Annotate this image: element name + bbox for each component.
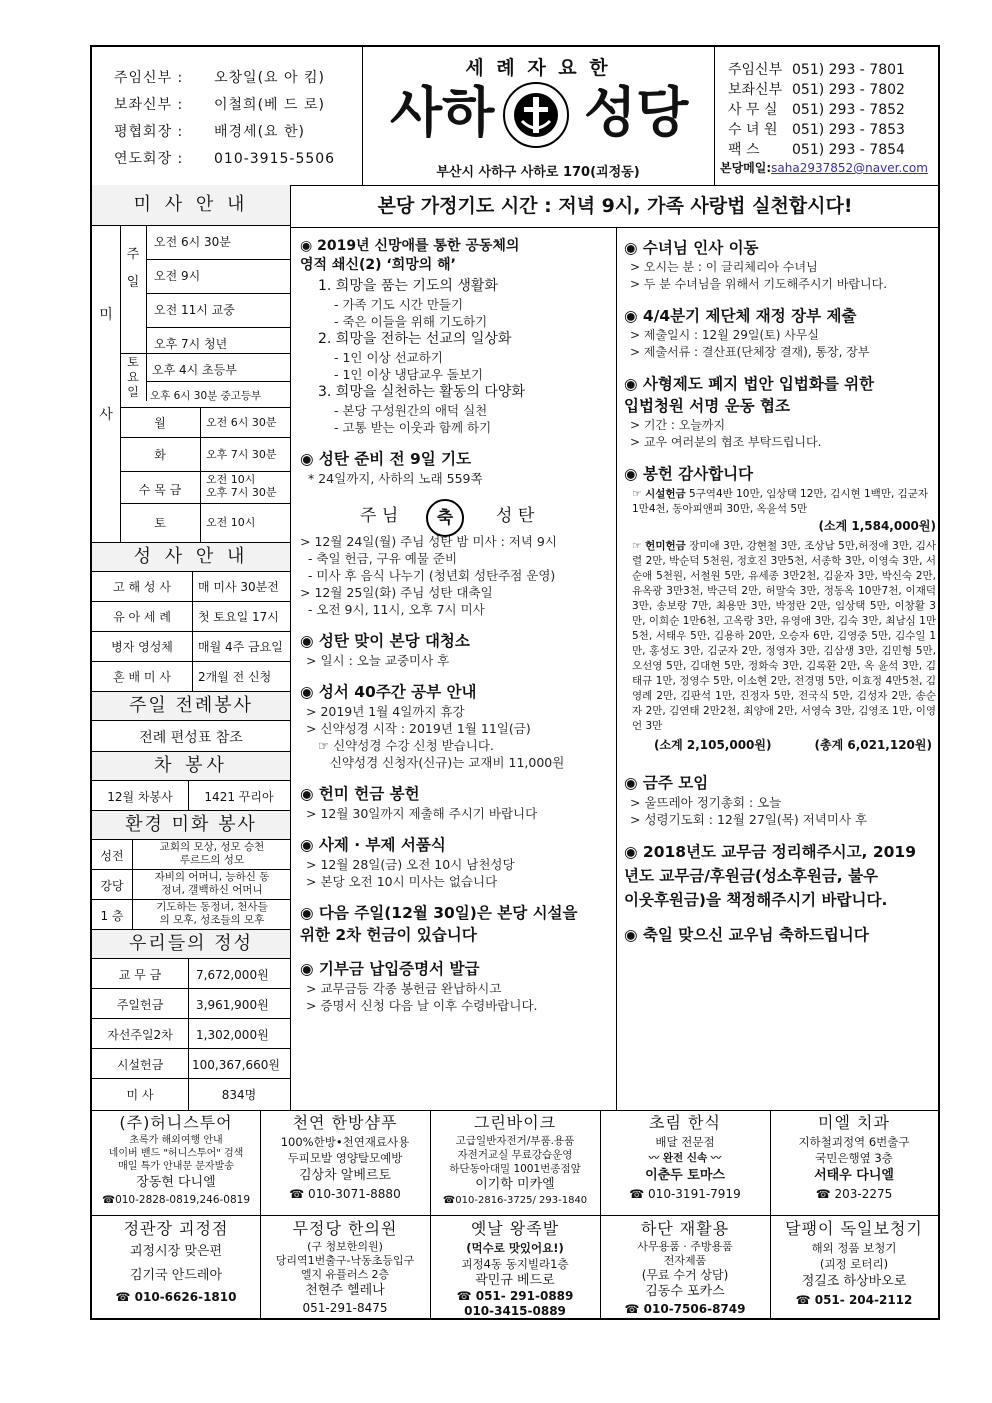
hope-plan — [300, 277, 612, 436]
email-link[interactable]: saha2937852@naver.com — [771, 161, 928, 175]
weekday-time: 오전 10시 오후 7시 30분 — [206, 473, 277, 499]
section-title: ◉ 2019년 신망애를 통한 공동체의 영적 쇄신(2) ‘희망의 해’ — [300, 238, 520, 273]
staff-info — [92, 47, 363, 185]
section-line: > 울뜨레아 정기총회 : 오늘 — [630, 795, 782, 810]
offering-amount: 3,961,900원 — [196, 998, 269, 1012]
offering-name: 미 사 — [126, 1088, 154, 1102]
section-title: ◉ 다음 주일(12월 30일)은 본당 시설을 위한 2차 헌금이 있습니다 — [300, 904, 578, 944]
liturgy-section-title: 주일 전례봉사 — [92, 692, 290, 720]
offering-amount: 1,302,000원 — [196, 1028, 269, 1042]
env-place: 성전 — [100, 849, 124, 863]
section-title: ◉ 성서 40주간 공부 안내 — [300, 683, 477, 701]
phone-row: 수 녀 원 051) 293 - 7853 — [728, 122, 905, 138]
section-line: ☞ 신약성경 수강 신청 받습니다. — [306, 738, 494, 753]
plan-sub: - 1인 이상 냉담교우 돌보기 — [334, 367, 484, 382]
section-title: ◉ 사형제도 폐지 법안 입법화를 위한 입법청원 서명 운동 협조 — [624, 375, 875, 415]
section-line: > 2019년 1월 4일까지 휴강 — [306, 704, 465, 719]
church-logo-icon — [502, 81, 570, 149]
ad-block — [600, 1112, 770, 1214]
sunday-time: 오전 9시 — [154, 269, 201, 283]
ad-line: (구 청보한의원) — [307, 1240, 383, 1253]
plan-sub: - 본당 구성원간의 애덕 실천 — [334, 403, 488, 418]
plan-heading: 2. 희망을 전하는 선교의 일상화 — [318, 331, 512, 347]
sacrament-value: 첫 토요일 17시 — [198, 610, 279, 624]
phone-row: 주임신부 051) 293 - 7801 — [728, 62, 905, 78]
ad-title: 그린바이크 — [473, 1113, 557, 1132]
ad-owner: 김기국 안드레아 — [129, 1268, 223, 1283]
env-groups: 자비의 어머니, 능하신 동 정녀, 갤백하신 어머니 — [154, 871, 270, 896]
ad-owner: 정길조 하상바오로 — [801, 1274, 907, 1289]
ad-line: 두피모발 영양탈모예방 — [287, 1151, 403, 1165]
masthead-title-right: 성당 — [584, 81, 689, 144]
offering-amount: 100,367,660원 — [192, 1058, 280, 1072]
env-groups: 교회의 모상, 성모 승천 루르드의 성모 — [159, 841, 265, 866]
weekday-label: 월 — [154, 416, 166, 430]
section-title: ◉ 금주 모임 — [624, 774, 709, 792]
section-line: > 제출서류 : 결산표(단체장 결재), 통장, 장부 — [630, 345, 870, 359]
ad-owner: 장동현 다니엘 — [136, 1175, 216, 1190]
ad-phone: 051-291-8475 — [302, 1301, 388, 1315]
ad-title: 무정당 한의원 — [292, 1219, 398, 1238]
christmas-heading-left: 주 님 — [360, 506, 399, 526]
ad-line: 엘지 유플러스 2층 — [300, 1268, 390, 1281]
ad-title: 달팽이 독일보청기 — [785, 1219, 923, 1238]
offering-name: 주일헌금 — [116, 998, 164, 1012]
ad-line: 자전거교실 무료강습운영 — [457, 1149, 573, 1161]
staff-row: 보좌신부 : 이철희(베 드 로) — [114, 97, 325, 113]
section-line: > 제출일시 : 12월 29일(토) 사무실 — [630, 328, 819, 342]
ad-block — [430, 1218, 600, 1318]
christmas-heading-right: 성 탄 — [496, 506, 535, 526]
ad-line: 초록가 해외여행 안내 — [129, 1135, 223, 1146]
grand-total: (총계 6,021,120원) — [814, 738, 932, 752]
section-title: ◉ 2018년도 교무금 정리해주시고, 2019 년도 교무금/후원금(성소후원금, 불우 이웃후원금)을 책정해주시기 바랍니다. — [624, 843, 916, 909]
phone-row: 팩 스 051) 293 - 7854 — [728, 142, 905, 158]
facility-label: ☞ 시설헌금 — [632, 488, 686, 500]
sacrament-name: 고 해 성 사 — [113, 580, 171, 594]
section-line: > 기간 : 오늘까지 — [630, 418, 726, 432]
christmas-line: > 12월 25일(화) 주님 성탄 대축일 — [300, 585, 493, 600]
christmas-line: - 미사 후 음식 나누기 (청년회 성탄주점 운영) — [300, 568, 556, 583]
ad-line: 당리역1번출구-낙동초등입구 — [275, 1254, 415, 1267]
section-text: * 24일까지, 사하의 노래 559쪽 — [308, 471, 483, 486]
ad-block — [770, 1218, 938, 1318]
ad-phone: ☎ 051- 291-0889 010-3415-0889 — [456, 1289, 574, 1318]
ad-title: (주)허니스투어 — [119, 1113, 233, 1132]
env-section-title: 환경 미화 봉사 — [92, 811, 290, 839]
section-title: ◉ 기부금 납입증명서 발급 — [300, 960, 480, 978]
env-place: 강당 — [100, 879, 124, 893]
ad-phone: ☎010-2828-0819,246-0819 — [101, 1194, 251, 1206]
saturday-time: 오후 6시 30분 중고등부 — [150, 390, 262, 402]
section-line: > 오시는 분 : 이 글리체리아 수녀님 — [630, 260, 818, 274]
section-title: ◉ 사제 · 부제 서품식 — [300, 836, 446, 854]
car-group: 1421 꾸리아 — [204, 790, 274, 804]
weekday-label: 토 — [154, 516, 166, 530]
section-line: > 12월 28일(금) 오전 10시 남천성당 — [306, 857, 515, 872]
ad-line: 100%한방•천연재료사용 — [280, 1135, 410, 1149]
rice-donors: 장미애 3만, 강현철 3만, 조상남 5만,허정애 3만, 김사렬 2만, 박순덕 5천원, 정호진 3만5천, 서종학 3만, 이영숙 3만, 서순애 5천원, 서철원 5만, 유세종 3만2천, 김윤자 3만, 박신숙 2만, 유옥광 3만3천, 박근덕 2만, 허말숙 3만, 정동옥 10만7천, 이재덕 3만, 송보랑 7만, 최용만 3만, 박정란 2만, 임상택 5만, 이창활 3만, 이희순 1만6천, 고옥랑 3만, 유영애 3만, 김숙 3만, 최남심 1만5천, 서태우 5만, 김용하 20만, 오승자 6만, 김영중 5만, 김수일 1만, 홍성도 3만, 김군자 2만, 정영자 3만, 김삼생 3만, 김민형 5만, 오선영 5만, 김대현 5만, 정화숙 3만, 김록환 2만, 옥 윤석 3만, 김태규 1만, 정영수 5만, 이소현 2만, 전경명 5만, 이효정 4만5천, 김영례 2만, 김판석 1만, 진정자 5만, 전국식 5만, 김성자 2만, 송순자 2만, 김연태 2만2천, 최양애 2만, 서영숙 3만, 김영조 1만, 이영언 3만 — [632, 540, 937, 732]
ad-line: 매일 특가 안내문 문자발송 — [118, 1161, 234, 1172]
ad-block — [770, 1112, 938, 1214]
ad-line: 고급일반자전거/부품.용품 — [455, 1135, 575, 1147]
ad-line: 전자제품 — [663, 1254, 707, 1267]
sacrament-value: 2개월 전 신청 — [198, 670, 272, 684]
ad-line: (무료 수거 상담) — [641, 1268, 729, 1282]
contact-info — [714, 47, 940, 185]
ad-block — [260, 1218, 430, 1318]
offering-amount: 834명 — [221, 1088, 257, 1102]
ad-title: 정관장 괴정점 — [123, 1219, 229, 1238]
sacrament-value: 매 미사 30분전 — [198, 580, 279, 594]
mass-side-label: 미 사 — [99, 307, 113, 423]
section-title: ◉ 4/4분기 제단체 재정 장부 제출 — [624, 307, 857, 325]
ad-title: 초림 한식 — [649, 1113, 721, 1132]
staff-row: 연도회장 : 010-3915-5506 — [114, 151, 336, 167]
left-info-column — [92, 185, 291, 1110]
bulletin-page — [90, 45, 940, 1320]
env-groups: 기도하는 동정녀, 천사들 의 모후, 성조들의 모후 — [156, 901, 268, 926]
ad-line: 사무용품 · 주방용품 — [637, 1240, 733, 1253]
christmas-line: > 12월 24일(월) 주님 성탄 밤 미사 : 저녁 9시 — [300, 534, 557, 549]
weekday-time: 오전 6시 30분 — [206, 416, 277, 429]
sacrament-section-title: 성 사 안 내 — [92, 543, 290, 571]
plan-heading: 1. 희망을 품는 기도의 생활화 — [318, 278, 498, 294]
section-line: > 본당 오전 10시 미사는 없습니다 — [306, 874, 498, 889]
ad-phone: ☎010-2816-3725/ 293-1840 — [442, 1195, 588, 1206]
parish-address: 부산시 사하구 사하로 170(괴정동) — [436, 165, 640, 180]
car-section-title: 차 봉사 — [92, 752, 290, 780]
rice-subtotal: (소계 2,105,000원) — [654, 738, 772, 752]
sacrament-name: 유 아 세 례 — [113, 610, 171, 624]
ad-line: 하단동아대밀 1001번종점앞 — [449, 1163, 581, 1175]
sacrament-name: 혼 배 미 사 — [113, 670, 171, 684]
ad-line: 국민은행옆 3층 — [815, 1151, 893, 1165]
ad-phone: ☎ 010-6626-1810 — [115, 1290, 237, 1304]
weekday-label: 수 목 금 — [138, 483, 182, 497]
offering-name: 시설헌금 — [116, 1058, 164, 1072]
ad-block — [600, 1218, 770, 1318]
ad-title: 옛날 왕족발 — [470, 1219, 560, 1238]
ad-phone: ☎ 203-2275 — [815, 1187, 893, 1201]
ad-title: 하단 재활용 — [640, 1219, 730, 1238]
staff-row: 주임신부 : 오창일(요 아 킴) — [114, 70, 325, 86]
sacrament-value: 매월 4주 금요일 — [198, 640, 283, 654]
ad-block — [92, 1112, 260, 1214]
facility-donors: 5구역4반 10만, 임상택 12만, 김시현 1백만, 김군자 1만4천, 동아피앤피 30만, 옥윤석 5만 — [632, 488, 929, 515]
weekday-time: 오전 10시 — [206, 516, 256, 529]
section-line: > 일시 : 오늘 교중미사 후 — [306, 653, 450, 668]
plan-sub: - 고통 받는 이웃과 함께 하기 — [334, 420, 492, 435]
offering-name: 자선주일2차 — [107, 1028, 173, 1042]
ad-line: (괴정 로터리) — [819, 1257, 889, 1271]
section-line: > 교우 여러분의 협조 부탁드립니다. — [630, 435, 822, 449]
car-month: 12월 차봉사 — [107, 790, 173, 804]
sponsor-ads — [92, 1110, 938, 1320]
announcement-column-1 — [300, 237, 612, 1014]
ad-line: 해외 정품 보청기 — [811, 1241, 897, 1255]
sunday-time: 오후 7시 청년 — [154, 337, 228, 351]
ad-owner: 천현주 헬레나 — [305, 1283, 385, 1298]
ad-owner: 이춘두 토마스 — [645, 1168, 725, 1183]
liturgy-note: 전례 편성표 참조 — [139, 730, 243, 746]
section-line: > 증명서 신청 다음 날 이후 수령바랍니다. — [306, 998, 538, 1013]
ad-block — [92, 1218, 260, 1318]
ad-line: (먹수로 맛있어요!) — [466, 1241, 564, 1255]
rice-totals — [624, 734, 936, 754]
section-line: 신약성경 신청자(신규)는 교재비 11,000원 — [306, 755, 565, 770]
facility-subtotal: (소계 1,584,000원) — [818, 519, 936, 533]
staff-row: 평협회장 : 배경세(요 한) — [114, 124, 305, 140]
weekday-time: 오후 7시 30분 — [206, 448, 277, 461]
ad-block — [430, 1112, 600, 1214]
ad-line: 괴정4동 동지빌라1층 — [461, 1257, 569, 1271]
section-title: ◉ 봉헌 감사합니다 — [624, 465, 754, 483]
section-title: ◉ 헌미 헌금 봉헌 — [300, 785, 420, 803]
offering-section-title: 우리들의 정성 — [92, 930, 290, 958]
ad-phone: ☎ 010-3071-8880 — [289, 1187, 401, 1201]
masthead-title-left: 사하 — [390, 81, 495, 144]
ad-line: 지하철괴정역 6번출구 — [798, 1135, 910, 1149]
sunday-time: 오전 11시 교중 — [154, 303, 235, 317]
rice-donations — [624, 539, 936, 734]
ad-owner: 이기학 미카엘 — [475, 1177, 555, 1192]
section-title: ◉ 수녀님 인사 이동 — [624, 239, 759, 257]
ad-owner: 곽민규 베드로 — [475, 1273, 555, 1288]
ad-owner: 김동수 포카스 — [645, 1284, 725, 1299]
ad-phone: ☎ 010-7506-8749 — [624, 1302, 746, 1316]
section-line: > 신약성경 시작 : 2019년 1월 11일(금) — [306, 721, 531, 736]
offering-name: 교 무 금 — [118, 968, 162, 982]
ad-block — [260, 1112, 430, 1214]
rice-label: ☞ 헌미헌금 — [632, 540, 686, 552]
sunday-label: 주 일 — [126, 247, 140, 290]
email-row: 본당메일:saha2937852@naver.com — [720, 161, 928, 175]
sunday-time: 오전 6시 30분 — [154, 235, 231, 249]
saturday-label: 토 요 일 — [127, 355, 139, 399]
christmas-line: - 오전 9시, 11시, 오후 7시 미사 — [300, 602, 485, 617]
phone-row: 사 무 실 051) 293 - 7852 — [728, 102, 905, 118]
saturday-time: 오후 4시 초등부 — [152, 363, 237, 377]
section-line: > 12월 30일까지 제출해 주시기 바랍니다 — [306, 806, 538, 821]
section-line: > 성령기도회 : 12월 27일(목) 저녁미사 후 — [630, 812, 868, 827]
ad-title: 천연 한방샴푸 — [292, 1113, 398, 1132]
section-line: > 두 분 수녀님을 위해서 기도해주시기 바랍니다. — [630, 277, 888, 291]
ad-phone: ☎ 051- 204-2112 — [795, 1293, 913, 1307]
env-place: 1 층 — [100, 909, 124, 923]
christmas-heading — [300, 499, 612, 533]
banner-headline: 본당 가정기도 시간 : 저녁 9시, 가족 사랑법 실천합시다! — [290, 185, 940, 228]
announcement-column-2 — [624, 237, 936, 946]
ad-line: 네이버 밴드 "허니스투어" 검색 — [108, 1148, 244, 1159]
sacrament-name: 병자 영성체 — [111, 640, 173, 654]
parish-masthead — [362, 47, 715, 185]
announcements — [290, 185, 940, 1110]
mass-section-title: 미 사 안 내 — [92, 185, 290, 225]
ad-owner: 김상차 알베르토 — [298, 1168, 392, 1183]
section-title: ◉ 성탄 맞이 본당 대청소 — [300, 632, 470, 650]
section-line: > 교무금등 각종 봉헌금 완납하시고 — [306, 981, 502, 996]
plan-sub: - 죽은 이들을 위해 기도하기 — [334, 314, 488, 329]
ad-owner: 서태우 다니엘 — [814, 1168, 894, 1183]
celebration-icon: 축 — [426, 499, 464, 537]
ad-line: 괴정시장 맞은편 — [129, 1244, 223, 1259]
masthead-subtitle: 세 례 자 요 한 — [465, 57, 611, 79]
ad-title: 미엘 치과 — [818, 1113, 890, 1132]
plan-heading: 3. 희망을 실천하는 활동의 다양화 — [318, 384, 525, 400]
section-title: ◉ 축일 맞으신 교우님 축하드립니다 — [624, 926, 869, 944]
ad-phone: ☎ 010-3191-7919 — [629, 1187, 741, 1201]
phone-row: 보좌신부 051) 293 - 7802 — [728, 82, 905, 98]
plan-sub: - 1인 이상 선교하기 — [334, 350, 443, 365]
christmas-line: - 축일 헌금, 구유 예물 준비 — [300, 551, 458, 566]
facility-donations — [624, 487, 936, 517]
plan-sub: - 가족 기도 시간 만들기 — [334, 297, 464, 312]
offering-amount: 7,672,000원 — [196, 968, 269, 982]
weekday-label: 화 — [154, 448, 166, 462]
section-title: ◉ 성탄 준비 전 9일 기도 — [300, 450, 472, 468]
ad-line: 배달 전문점 — [655, 1135, 715, 1149]
ad-line: 〰 완전 신속 〰 — [648, 1152, 722, 1164]
